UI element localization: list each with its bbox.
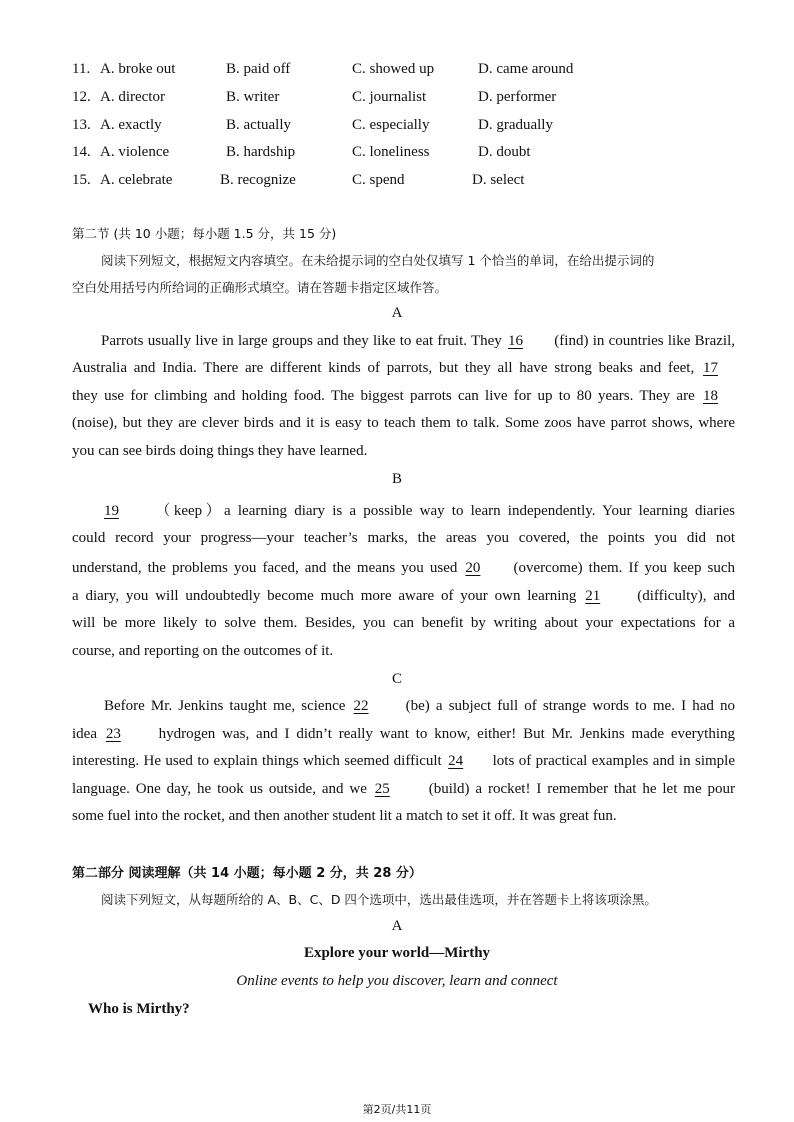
passage-b-line: will be more likely to solve them. Besides, you can benefit by writing about your expectations for a (72, 615, 735, 631)
blank-25: 25 (374, 781, 390, 797)
option-d: D. select (472, 172, 525, 188)
passage-b-line: 19 （keep）a learning diary is a possible way to learn independently. Your learning diaries (104, 503, 735, 519)
passage-c-line: Before Mr. Jenkins taught me, science 22 (be) a subject full of strange words to me. I had no (104, 698, 735, 714)
passage-a-line: Australia and India. There are different kinds of parrots, but they all have strong beaks and feet, 17 (72, 360, 735, 377)
passage-a-line: Parrots usually live in large groups and they like to eat fruit. They 16 (find) in countries like Brazil, (101, 333, 735, 349)
option-a: A. director (100, 89, 165, 105)
passage-b-line: could record your progress—your teacher’s marks, the areas you covered, the points you did not (72, 530, 735, 546)
option-c: C. especially (352, 117, 430, 133)
option-d: D. came around (478, 61, 574, 77)
passage-c-line: some fuel into the rocket, and then another student lit a match to set it off. It was great fun. (72, 808, 617, 824)
passage-b-line: understand, the problems you faced, and the means you used 20 (overcome) them. If you keep such (72, 560, 736, 576)
option-c: C. spend (352, 172, 405, 188)
passage-label-b: B (391, 471, 402, 487)
option-a: A. violence (100, 144, 170, 160)
option-c: C. showed up (352, 61, 435, 77)
blank-17: 17 (703, 360, 718, 376)
article-subtitle: Online events to help you discover, learn and connect (236, 973, 558, 989)
question-number: 11. (72, 61, 91, 77)
option-b: B. hardship (226, 144, 296, 160)
option-d: D. performer (478, 89, 557, 105)
option-a: A. exactly (100, 117, 162, 133)
option-c: C. journalist (352, 89, 427, 105)
blank-16: 16 (508, 333, 524, 349)
passage-a-line: you can see birds doing things they have learned. (72, 443, 368, 459)
passage-a-line: (noise), but they are clever birds and it is easy to teach them to talk. Some zoos have parrot shows, where (72, 415, 735, 431)
question-number: 14. (72, 144, 91, 160)
blank-21: 21 (585, 588, 601, 604)
blank-18: 18 (703, 388, 718, 404)
section-instruction: 空白处用括号内所给词的正确形式填空。请在答题卡指定区域作答。 (72, 280, 448, 295)
passage-label-a: A (391, 305, 403, 321)
option-b: B. writer (226, 89, 280, 105)
blank-22: 22 (353, 698, 369, 714)
passage-b-line: a diary, you will undoubtedly become much more aware of your own learning 21 (difficulty), and (72, 588, 735, 604)
option-b: B. paid off (226, 61, 291, 77)
passage-b-line: course, and reporting on the outcomes of it. (72, 643, 334, 659)
section-heading: 第二节 (共 10 小题；每小题 1.5 分，共 15 分) (72, 226, 337, 241)
option-d: D. gradually (478, 117, 553, 133)
option-d: D. doubt (478, 144, 531, 160)
blank-24: 24 (448, 753, 464, 769)
question-number: 12. (72, 89, 91, 105)
passage-label: A (391, 918, 403, 934)
option-b: B. recognize (220, 172, 296, 188)
passage-a-line: they use for climbing and holding food. The biggest parrots can live for up to 80 years. They are 18 (72, 388, 735, 405)
page-number: 第2页/共11页 (362, 1103, 432, 1116)
option-b: B. actually (226, 117, 291, 133)
question-number: 15. (72, 172, 91, 188)
article-title: Explore your world—Mirthy (303, 945, 491, 961)
passage-c-line: idea 23 hydrogen was, and I didn’t really want to know, either! But Mr. Jenkins made everything (72, 726, 736, 742)
blank-20: 20 (465, 560, 481, 576)
option-a: A. broke out (100, 61, 176, 77)
passage-label-c: C (391, 671, 402, 687)
question-number: 13. (72, 117, 91, 133)
part-heading: 第二部分 阅读理解（共 14 小题；每小题 2 分，共 28 分） (72, 866, 422, 881)
option-c: C. loneliness (352, 144, 430, 160)
section-instruction: 阅读下列短文，根据短文内容填空。在未给提示词的空白处仅填写 1 个恰当的单词，在给出提示词的 (101, 253, 655, 268)
passage-c-line: interesting. He used to explain things which seemed difficult 24 lots of practical examples and in simple (72, 753, 735, 769)
blank-19: 19 (104, 503, 119, 519)
article-subheading: Who is Mirthy? (88, 1001, 190, 1017)
part-instruction: 阅读下列短文，从每题所给的 A、B、C、D 四个选项中，选出最佳选项，并在答题卡上将该项涂黑。 (101, 892, 657, 907)
passage-c-line: language. One day, he took us outside, and we 25 (build) a rocket! I remember that he let me pour (72, 781, 735, 797)
option-a: A. celebrate (100, 172, 173, 188)
blank-23: 23 (105, 726, 121, 742)
